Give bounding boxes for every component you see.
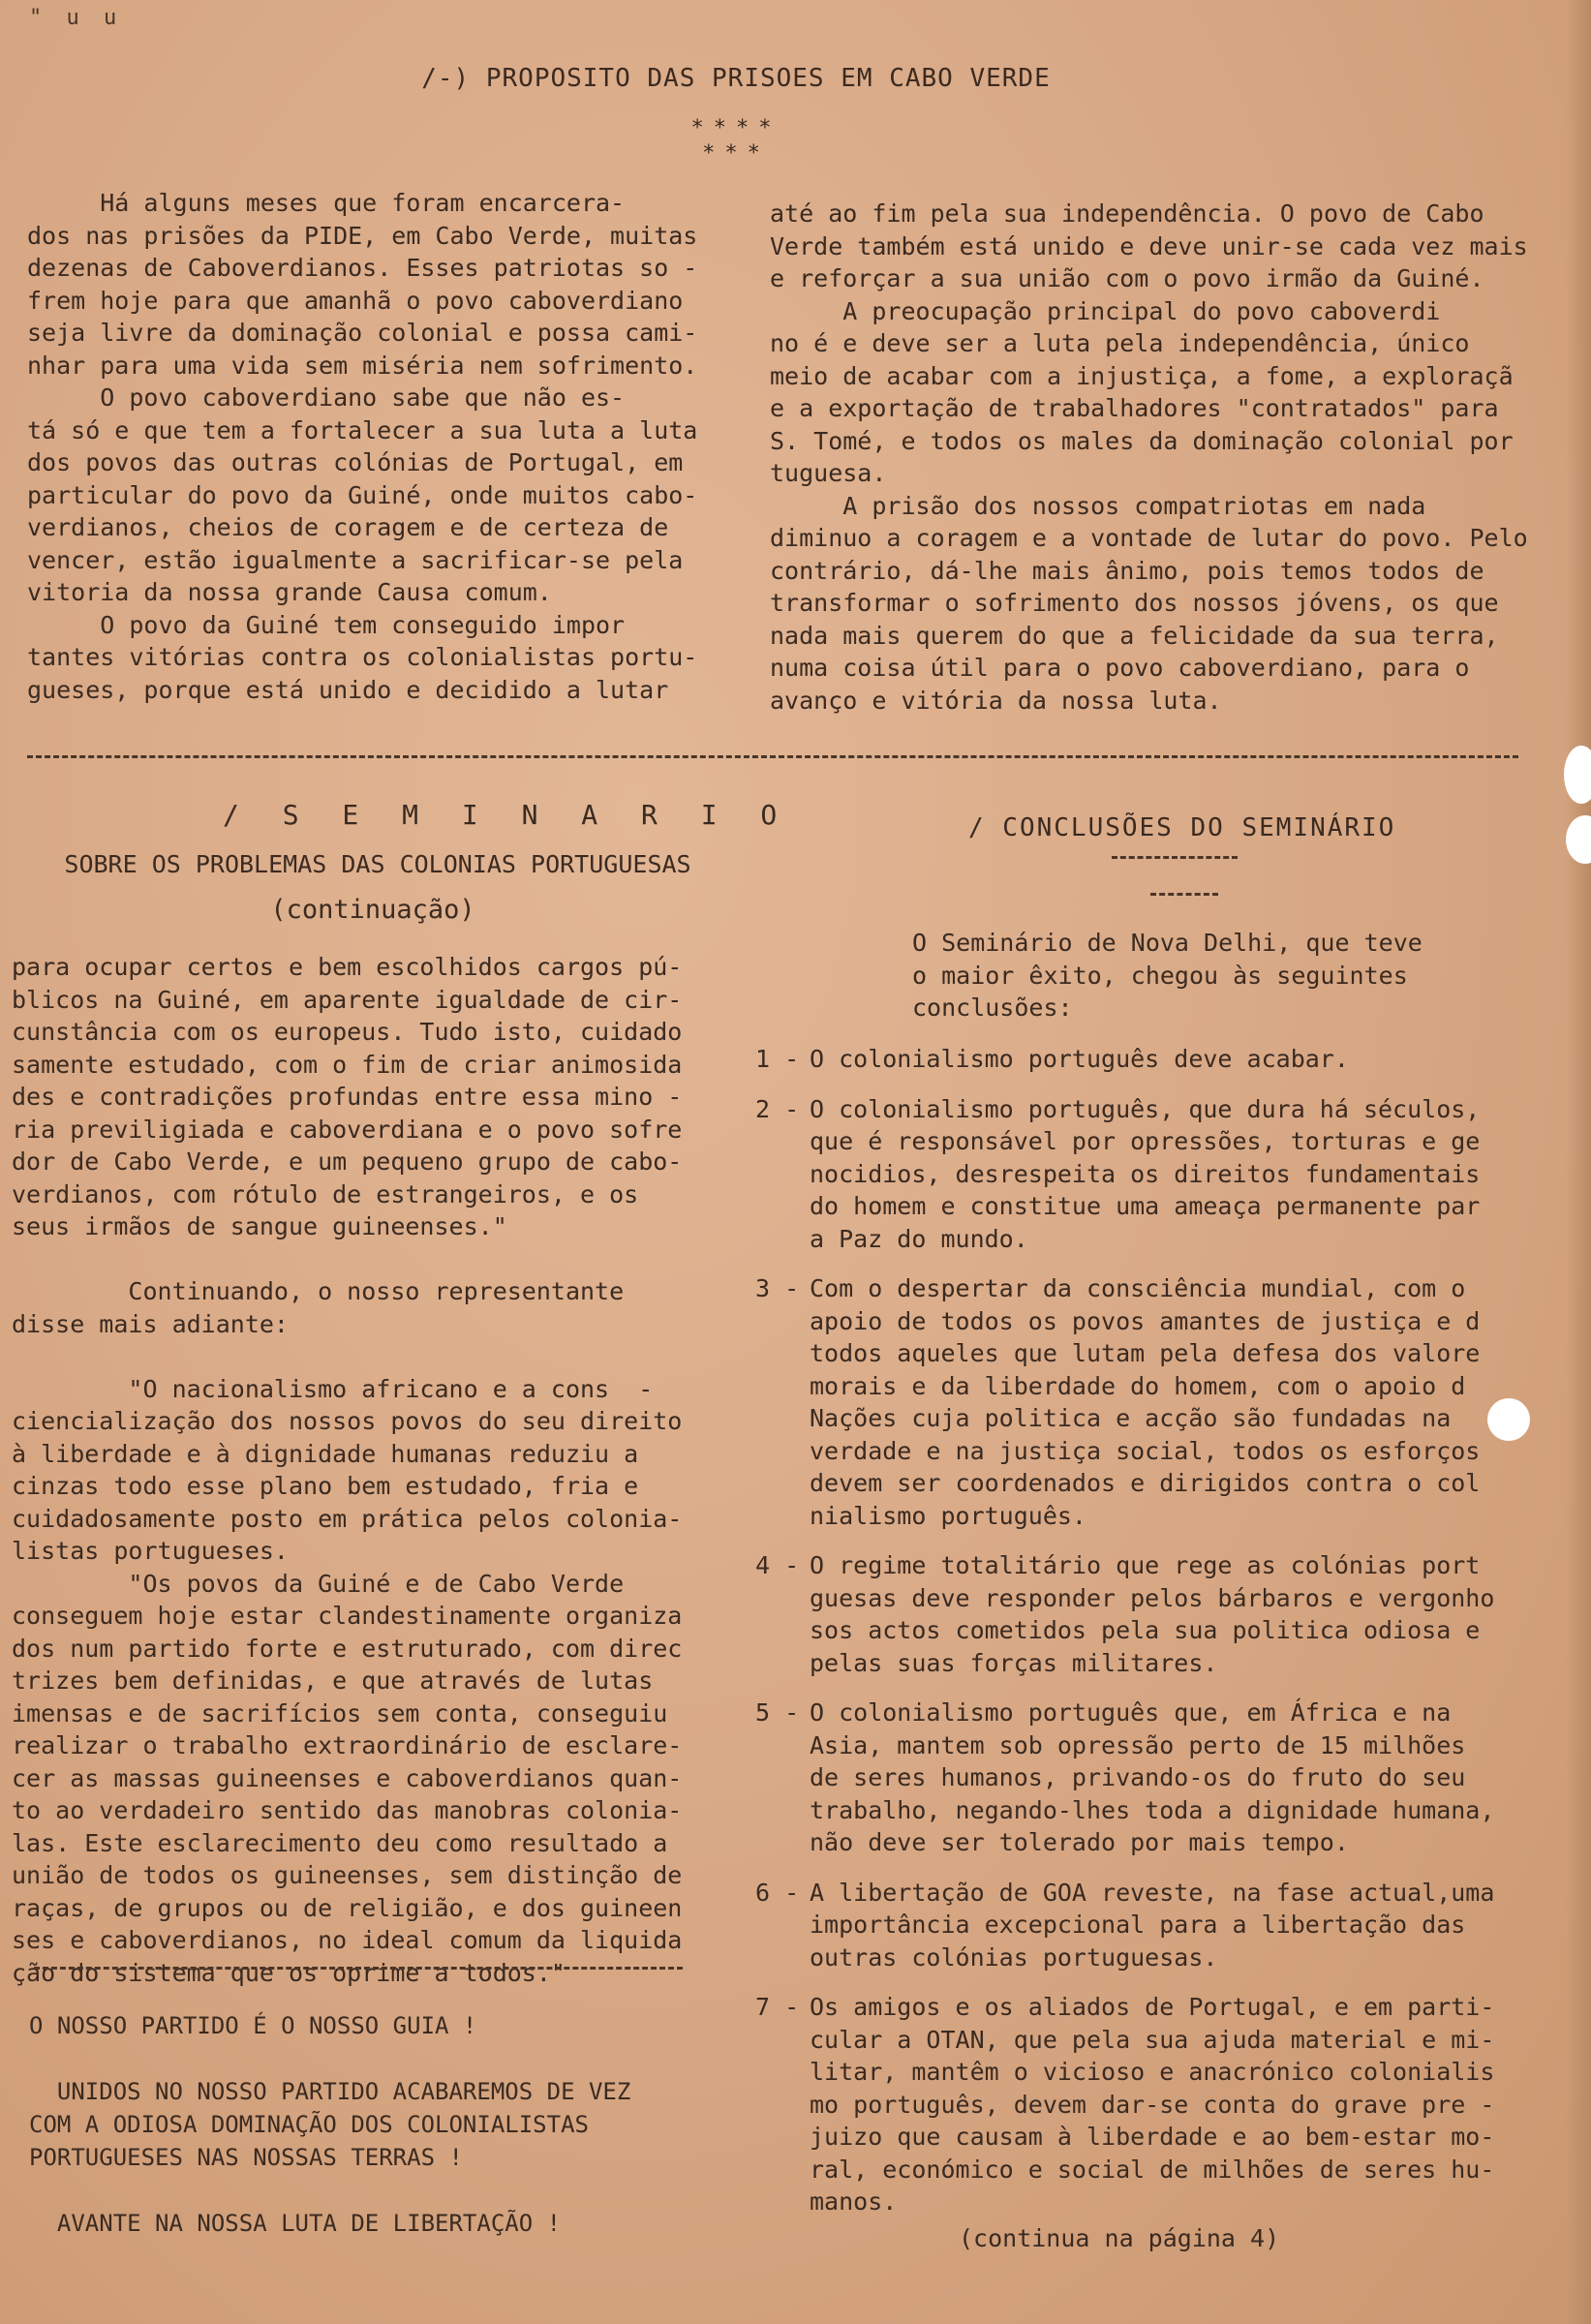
conclusion-item <box>755 1877 1569 1974</box>
paper-tear <box>1564 746 1591 804</box>
item-text: Os amigos e os aliados de Portugal, e em parti- cular a OTAN, que pela sua ajuda material e mi- litar, mantêm o vicioso e anacrónico colonialis mo português, devem dar-se conta do grave pre - juizo que causam à liberdade e ao bem-estar mo- ral, económico e social de milhões de seres hu- manos. <box>810 1993 1495 2216</box>
conclusions-intro: O Seminário de Nova Delhi, que teve o maior êxito, chegou às seguintes conclusões: <box>912 929 1423 1022</box>
paper-edge-shading <box>1566 0 1591 2324</box>
conclusion-item <box>755 1093 1569 1256</box>
title-stars: **** *** <box>690 116 781 166</box>
conclusion-item <box>755 1272 1569 1532</box>
item-text: Com o despertar da consciência mundial, com o apoio de todos os povos amantes de justiça e d todos aqueles que lutam pela defesa dos valore morais e da liberdade do homem, com o apoio d Nações cuja politica e acção são fundadas na verdade e na justiça social, todos os esforços devem ser coordenados e dirigidos contra o col nialismo português. <box>810 1274 1481 1530</box>
slogan-divider <box>34 1967 683 1970</box>
party-slogans: O NOSSO PARTIDO É O NOSSO GUIA ! UNIDOS NO NOSSO PARTIDO ACABAREMOS DE VEZ COM A ODIOSA DOMINAÇÃO DOS COLONIALISTAS PORTUGUESES NAS NOSSAS TERRAS ! AVANTE NA NOSSA LUTA DE LIBERTAÇÃO ! <box>29 2012 631 2237</box>
item-number: 3 - <box>755 1274 800 1302</box>
seminar-subtitle: SOBRE OS PROBLEMAS DAS COLONIAS PORTUGUESAS <box>64 850 691 878</box>
item-number: 5 - <box>755 1698 800 1727</box>
item-text: O colonialismo português deve acabar. <box>810 1045 1349 1073</box>
conclusion-item <box>755 1697 1569 1859</box>
item-text: O colonialismo português que, em África e na Asia, mantem sob opressão perto de 15 milhões de seres humanos, privando-os do fruto do seu trabalho, negando-lhes toda a dignidade humana, não deve ser tolerado por mais tempo. <box>810 1698 1495 1856</box>
item-number: 2 - <box>755 1094 800 1123</box>
conclusions-heading: / CONCLUSÕES DO SEMINÁRIO <box>968 813 1396 842</box>
item-number: 6 - <box>755 1878 800 1907</box>
conclusion-item <box>755 1549 1569 1679</box>
article-title: /-) PROPOSITO DAS PRISOES EM CABO VERDE <box>421 64 1051 93</box>
conclusions-list <box>755 1043 1569 2236</box>
seminar-heading: / S E M I N A R I O <box>223 799 791 831</box>
item-text: O regime totalitário que rege as colónias port guesas deve responder pelos bárbaros e vergonho sos actos cometidos pela sua politica odiosa e pelas suas forças militares. <box>810 1551 1495 1677</box>
seminar-continuation: (continuação) <box>270 895 475 925</box>
heading-underline <box>1112 856 1238 859</box>
section-divider <box>27 755 1518 758</box>
article-column-right: até ao fim pela sua independência. O povo de Cabo Verde também está unido e deve unir-se cada vez mais e reforçar a sua união com o povo irmão da Guiné. A preocupação principal do povo caboverdi no é e deve ser a luta pela independência, único meio de acabar com a injustiça, a fome, a exploraçã e a exportação de trabalhadores "contratados" para S. Tomé, e todos os males da dominação colonial por tuguesa. A prisão dos nossos compatriotas em nada diminuo a coragem e a vontade de lutar do povo. Pelo contrário, dá-lhe mais ânimo, pois temos todos de transformar o sofrimento dos nossos jóvens, os que nada mais querem do que a felicidade da sua terra, numa coisa útil para o povo caboverdiano, para o avanço e vitória da nossa luta. <box>770 199 1528 715</box>
heading-underline <box>1150 893 1218 896</box>
conclusion-item <box>755 1043 1569 1076</box>
item-number: 1 - <box>755 1045 800 1073</box>
margin-mark: " u u <box>29 6 123 30</box>
item-number: 4 - <box>755 1551 800 1579</box>
article-column-left: Há alguns meses que foram encarcera- dos nas prisões da PIDE, em Cabo Verde, muitas dezenas de Caboverdianos. Esses patriotas so - frem hoje para que amanhã o povo caboverdiano seja livre da dominação colonial e possa cami- nhar para uma vida sem miséria nem sofrimento. O povo caboverdiano sabe que não es- tá só e que tem a fortalecer a sua luta a luta dos povos das outras colónias de Portugal, em particular do povo da Guiné, onde muitos cabo- verdianos, cheios de coragem e de certeza de vencer, estão igualmente a sacrificar-se pela vitoria da nossa grande Causa comum. O povo da Guiné tem conseguido impor tantes vitórias contra os colonialistas portu- gueses, porque está unido e decidido a lutar <box>27 189 698 704</box>
conclusion-item <box>755 1991 1569 2218</box>
seminar-body: para ocupar certos e bem escolhidos cargos pú- blicos na Guiné, em aparente igualdade de cir- cunstância com os europeus. Tudo isto, cuidado samente estudado, com o fim de criar animosida des e contradições profundas entre essa mino - ria previligiada e caboverdiana e o povo sofre dor de Cabo Verde, e um pequeno grupo de cabo- verdianos, com rótulo de estrangeiros, e os seus irmãos de sangue guineenses." Continuando, o nosso representante disse mais adiante: "O nacionalismo africano e a cons - ciencialização dos nossos povos do seu direito à liberdade e à dignidade humanas reduziu a cinzas todo esse plano bem estudado, fria e cuidadosamente posto em prática pelos coloniа- listas portugueses. "Os povos da Guiné e de Cabo Verde conseguem hoje estar clandestinamente organiza dos num partido forte e estruturado, com direc trizes bem definidas, e que através de lutas imensas e de sacrifícios sem conta, conseguiu realizar o trabalho extraordinário de esclare- cer as massas guineenses e caboverdianos quan- to ao verdadeiro sentido das manobras colonia- las. Este esclarecimento deu como resultado a união de todos os guineenses, sem distinção de raças, de grupos ou de religião, e dos guineen ses e caboverdianos, no ideal comum da liquida ção do sistema que os oprime a todos." <box>12 953 683 1987</box>
item-text: O colonialismo português, que dura há séculos, que é responsável por opressões, torturas e ge nocidios, desrespeita os direitos fundamentais do homem e constitue uma ameaça permanente par a Paz do mundo. <box>810 1094 1481 1253</box>
item-number: 7 - <box>755 1993 800 2021</box>
item-text: A libertação de GOA reveste, na fase actual,uma importância excepcional para a libertação das outras colónias portuguesas. <box>810 1878 1495 1972</box>
continued-note: (continua na página 4) <box>959 2224 1280 2252</box>
